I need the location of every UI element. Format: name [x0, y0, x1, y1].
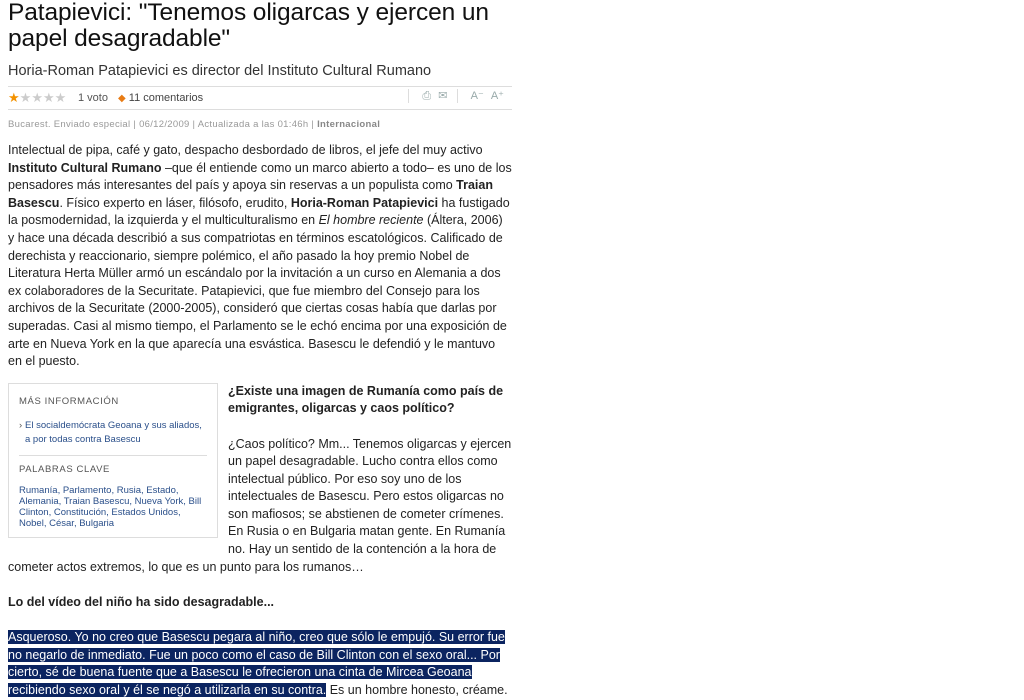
keyword-link[interactable]: Rumanía — [19, 484, 58, 496]
star-icon[interactable]: ★ — [42, 90, 55, 105]
article-tools — [402, 89, 504, 107]
selected-text: Asqueroso. Yo no creo que Basescu pegara al niño, creo que sólo le empujó. Su error fue no negarlo de inmediato. Fue un poco como el caso de Bill Clinton con el sexo oral... Por cierto, sé de buena fuente que a Basescu le ofrecieron una cinta de Mircea Geoana recibiendo sexo oral y él se negó a utilizarla en su contra. — [8, 630, 505, 697]
intro-bold-text: Instituto Cultural Rumano — [8, 160, 162, 175]
intro-text: (Áltera, 2006) y hace una década describió a sus compatriotas en términos escatológicos. Calificado de derechista y reaccionario, siempre polémico, el año pasado la hoy premio Nobel de Literatura Herta Müller armó un escándalo por la invitación a un curso en Alemania a dos ex colaboradores de la Securitate. Patapievici, que fue miembro del Consejo para los archivos de la Securitate (2000-2005), consideró que ciertas cosas había que darlas por superadas. Casi al mismo tiempo, el Parlamento se le echó encima por una exposición de arte en Nueva York en la que aparecía una esvástica. Basescu le defendió y le mantuvo en el puesto. — [8, 213, 507, 369]
keyword-link[interactable]: Estado — [146, 484, 176, 496]
more-info-title: MÁS INFORMACIÓN — [19, 395, 119, 407]
font-larger-icon[interactable]: A⁺ — [490, 90, 504, 102]
question-1: ¿Existe una imagen de Rumanía como país de emigrantes, oligarcas y caos político? — [228, 383, 504, 416]
keyword-list: Rumanía, Parlamento, Rusia, Estado, Alemania, Traian Basescu, Nueva York, Bill Clinton, Constitución, Estados Unidos, Nobel, César, Bulgaria — [19, 484, 202, 529]
tools-divider — [457, 89, 458, 103]
article-headline: Patapievici: "Tenemos oligarcas y ejercen un papel desagradable" — [8, 0, 489, 52]
print-icon[interactable]: ⎙ — [422, 90, 432, 102]
tools-divider — [408, 89, 409, 103]
intro-text: Intelectual de pipa, café y gato, despacho desbordado de libros, el jefe del muy activo — [8, 143, 483, 157]
related-article-link[interactable]: › El socialdemócrata Geoana y sus aliados, a por todas contra Basescu — [19, 419, 207, 447]
star-icon[interactable]: ★ — [8, 90, 20, 105]
keyword-link[interactable]: Bulgaria — [79, 517, 115, 529]
keywords-title: PALABRAS CLAVE — [19, 463, 110, 475]
comments-link[interactable] — [118, 92, 203, 104]
article-body — [8, 142, 512, 699]
star-icon[interactable]: ★ — [54, 90, 67, 105]
keyword-link[interactable]: Bill Clinton — [19, 495, 202, 518]
keyword-link[interactable]: Estados Unidos — [111, 506, 178, 518]
keyword-link[interactable]: Constitución — [53, 506, 107, 518]
answer-2 — [8, 629, 512, 699]
intro-text: . Físico experto en láser, filósofo, erudito, — [59, 195, 291, 210]
votes-count: 1 voto — [78, 92, 108, 104]
keyword-link[interactable]: Parlamento — [62, 484, 112, 496]
article — [8, 0, 512, 699]
keyword-link[interactable]: César — [49, 517, 74, 529]
intro-italic-text: El hombre reciente — [318, 213, 424, 228]
related-box — [8, 383, 218, 538]
star-icon[interactable]: ★ — [19, 90, 32, 105]
meta-section-link[interactable]: Internacional — [317, 119, 381, 130]
box-divider — [19, 455, 207, 456]
star-icon[interactable]: ★ — [31, 90, 43, 105]
meta-date: 06/12/2009 — [139, 119, 190, 130]
intro-bold-text: Traian Basescu — [8, 178, 493, 210]
answer-2-rest: Es un hombre honesto, créame. — [326, 682, 508, 697]
keyword-link[interactable]: Traian Basescu — [63, 495, 130, 507]
comment-bubble-icon: ◆ — [118, 93, 126, 104]
intro-bold-text: Horia-Roman Patapievici — [290, 195, 439, 210]
intro-paragraph — [8, 142, 512, 371]
intro-text: ha fustigado la posmodernidad, la izquierda y el multiculturalismo en — [8, 195, 510, 228]
article-subtitle: Horia-Roman Patapievici es director del Instituto Cultural Rumano — [8, 63, 432, 79]
rating-stars[interactable] — [8, 91, 66, 105]
comments-label: 11 comentarios — [128, 92, 204, 104]
email-icon[interactable]: ✉ — [438, 90, 448, 102]
question-2: Lo del vídeo del niño ha sido desagradable... — [8, 594, 275, 609]
article-toolbar — [8, 86, 512, 110]
intro-text: –que él entiende como un marco abierto a todo– es uno de los pensadores más interesantes del país y apoya sin reservas a un populista como — [8, 160, 512, 193]
font-smaller-icon[interactable]: A⁻ — [470, 90, 484, 102]
article-meta: Bucarest. Enviado especial | 06/12/2009 | Actualizada a las 01:46h | Internacional — [8, 119, 381, 130]
keyword-link[interactable]: Nobel — [19, 517, 44, 529]
keyword-link[interactable]: Rusia — [116, 484, 142, 496]
keyword-link[interactable]: Nueva York — [134, 495, 184, 507]
meta-location: Bucarest. Enviado especial — [8, 119, 131, 130]
answer-1: ¿Caos político? Mm... Tenemos oligarcas y ejercen un papel desagradable. Lucho contra ellos como intelectual público. Por eso soy uno de los intelectuales de Basescu. Pero estos oligarcas no son mafiosos; se abstienen de cometer crímenes. En Rusia o en Bulgaria matan gente. En Rumanía no. Hay un sentido de la contención a la hora de cometer actos extremos, lo que es un punto para los rumanos… — [8, 436, 512, 574]
meta-updated: Actualizada a las 01:46h — [197, 119, 309, 130]
paragraph-gap — [8, 576, 512, 594]
keyword-link[interactable]: Alemania — [19, 495, 59, 507]
paragraph-gap — [8, 611, 512, 629]
